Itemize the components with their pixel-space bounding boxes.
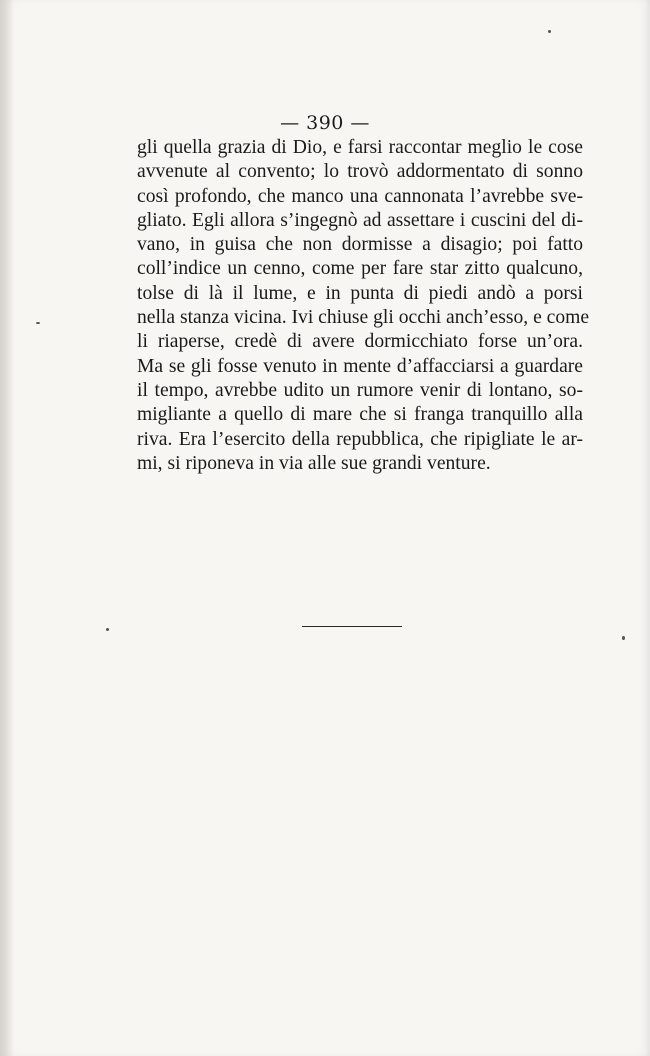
text-line: riva. Era l’esercito della repubblica, che ripigliate le ar- bbox=[137, 428, 583, 450]
text-line: avvenute al convento; lo trovò addormentato di sonno bbox=[137, 161, 583, 183]
text-line: nella stanza vicina. Ivi chiuse gli occhi anch’esso, e come bbox=[137, 307, 590, 329]
page-number: — 390 — bbox=[280, 112, 370, 134]
paper-speck bbox=[622, 636, 625, 640]
paper-speck bbox=[106, 628, 109, 631]
text-line: gli quella grazia di Dio, e farsi raccontar meglio le cose bbox=[137, 137, 583, 158]
text-line: gliato. Egli allora s’ingegnò ad assettare i cuscini del di- bbox=[137, 209, 583, 231]
text-line: li riaperse, credè di avere dormicchiato forse un’ora. bbox=[137, 331, 583, 353]
text-line: così profondo, che manco una cannonata l’avrebbe sve- bbox=[137, 185, 583, 207]
text-line: Ma se gli fosse venuto in mente d’affacciarsi a guardare bbox=[137, 355, 583, 377]
body-text bbox=[137, 136, 590, 476]
text-line: il tempo, avrebbe udito un rumore venir di lontano, so- bbox=[137, 379, 583, 401]
text-line: coll’indice un cenno, come per fare star zitto qualcuno, bbox=[137, 258, 583, 280]
text-line: mi, si riponeva in via alle sue grandi venture. bbox=[137, 452, 491, 474]
text-line: migliante a quello di mare che si franga tranquillo alla bbox=[137, 404, 583, 426]
paper-speck bbox=[548, 30, 551, 33]
paper-speck bbox=[36, 322, 40, 324]
text-line: vano, in guisa che non dormisse a disagio; poi fatto bbox=[137, 234, 583, 256]
end-of-chapter-rule bbox=[302, 626, 402, 627]
text-line: tolse di là il lume, e in punta di piedi andò a porsi bbox=[137, 282, 583, 304]
page-binding-shadow bbox=[0, 0, 14, 1056]
